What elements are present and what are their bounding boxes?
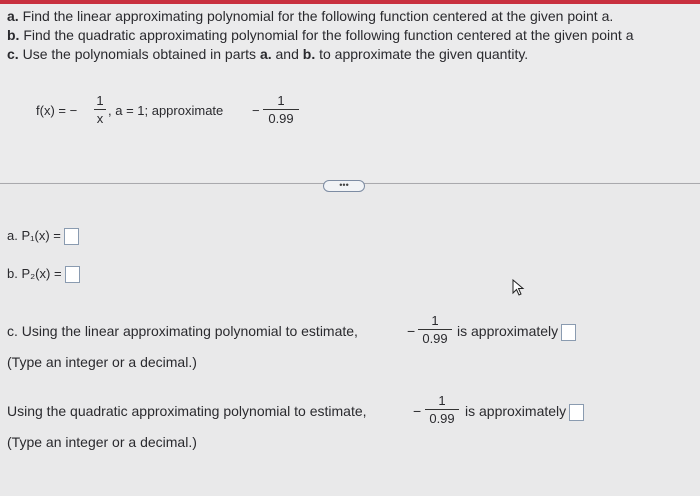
mouse-cursor-icon <box>512 279 526 297</box>
quadratic-estimate-input[interactable] <box>569 404 584 421</box>
instruction-c-a: a. <box>259 46 272 62</box>
function-fraction <box>94 93 106 126</box>
linear-hint: (Type an integer or a decimal.) <box>7 354 197 370</box>
linear-fraction-bar <box>418 329 452 330</box>
p2-label: b. P₂(x) = <box>7 266 62 281</box>
linear-fraction <box>418 313 452 346</box>
quadratic-estimate-prompt: Using the quadratic approximating polynomial to estimate, <box>7 403 367 419</box>
linear-denominator: 0.99 <box>422 331 448 346</box>
approx-numerator: 1 <box>277 93 285 108</box>
p2-answer-row <box>7 266 80 283</box>
instruction-c-and: and <box>275 46 299 62</box>
instruction-c-b: b. <box>302 46 316 62</box>
instruction-b <box>7 27 634 43</box>
quadratic-approx-row <box>465 403 584 421</box>
quadratic-numerator: 1 <box>438 393 446 408</box>
instruction-c-text-1: Use the polynomials obtained in parts <box>22 46 257 62</box>
approx-denominator: 0.99 <box>268 111 294 126</box>
instruction-a <box>7 8 613 24</box>
quadratic-fraction <box>425 393 459 426</box>
linear-estimate-prompt: c. Using the linear approximating polynomial to estimate, <box>7 323 358 339</box>
linear-minus: − <box>407 323 416 339</box>
instruction-c <box>7 46 528 62</box>
p1-answer-input[interactable] <box>64 228 79 245</box>
expand-more-button[interactable]: ••• <box>323 180 365 192</box>
linear-estimate-input[interactable] <box>561 324 576 341</box>
instruction-a-text: Find the linear approximating polynomial for the following function centered at the given point a. <box>22 8 614 24</box>
p1-label: a. P₁(x) = <box>7 228 61 243</box>
instruction-c-label: c. <box>7 46 19 62</box>
quadratic-minus: − <box>413 403 422 419</box>
function-numerator: 1 <box>96 93 104 108</box>
quadratic-fraction-bar <box>425 409 459 410</box>
function-denominator: x <box>96 111 104 126</box>
function-lhs: f(x) = − <box>36 103 78 118</box>
function-fraction-bar <box>94 109 106 110</box>
approx-minus: − <box>252 103 260 118</box>
linear-numerator: 1 <box>431 313 439 328</box>
point-a-and-approximate: , a = 1; approximate <box>108 103 224 118</box>
linear-approx-row <box>457 323 576 341</box>
approx-fraction-bar <box>263 109 299 110</box>
approx-fraction <box>263 93 299 126</box>
quadratic-is-approximately: is approximately <box>465 403 567 419</box>
instruction-c-text-2: to approximate the given quantity. <box>319 46 529 62</box>
quadratic-hint: (Type an integer or a decimal.) <box>7 434 197 450</box>
instruction-b-text: Find the quadratic approximating polynomial for the following function centered at the given point a <box>23 27 634 43</box>
instruction-b-label: b. <box>7 27 20 43</box>
p2-answer-input[interactable] <box>65 266 80 283</box>
linear-is-approximately: is approximately <box>457 323 559 339</box>
instruction-a-label: a. <box>7 8 19 24</box>
quadratic-denominator: 0.99 <box>429 411 455 426</box>
p1-answer-row <box>7 228 79 245</box>
